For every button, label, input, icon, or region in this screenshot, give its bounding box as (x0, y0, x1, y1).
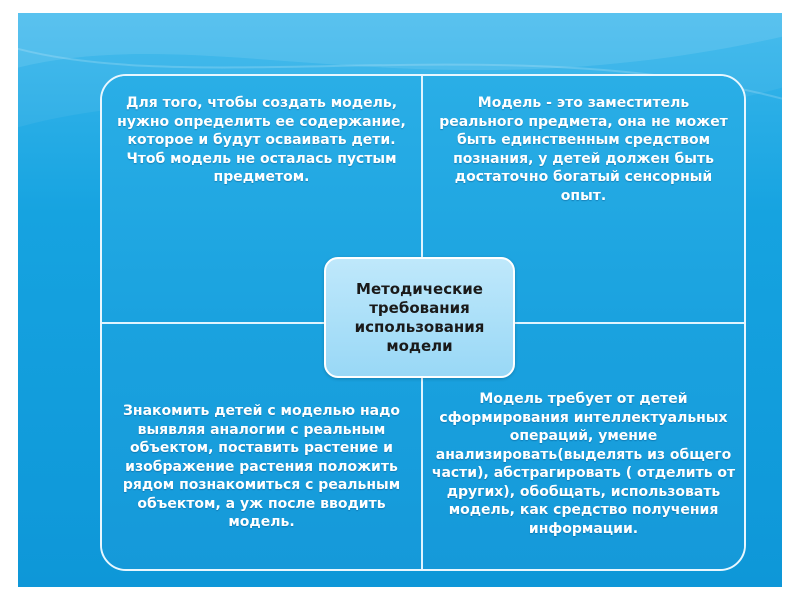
quadrant-bottom-left-text: Знакомить детей с моделью надо выявляя аналогии с реальным объектом, поставить растение и изображение растения положить рядом познакомиться с реальным объектом, а уж после вводить модель. (102, 324, 421, 569)
slide-background (18, 13, 782, 587)
quadrant-top-right-text: Модель - это заместитель реального предмета, она не может быть единственным средством познания, у детей должен быть достаточно богатый сенсорный опыт. (423, 76, 744, 322)
quadrant-bottom-right-text: Модель требует от детей сформирования интеллектуальных операций, умение анализировать(выделять из общего части), абстрагировать ( отделить от других), обобщать, использовать модель, как средство получения информации. (423, 324, 744, 569)
center-label-box (324, 257, 515, 378)
center-label: Методические требования использования модели (354, 279, 485, 355)
quadrant-top-left-text: Для того, чтобы создать модель, нужно определить ее содержание, которое и будут осваивать дети. Чтоб модель не осталась пустым предметом. (102, 76, 421, 322)
